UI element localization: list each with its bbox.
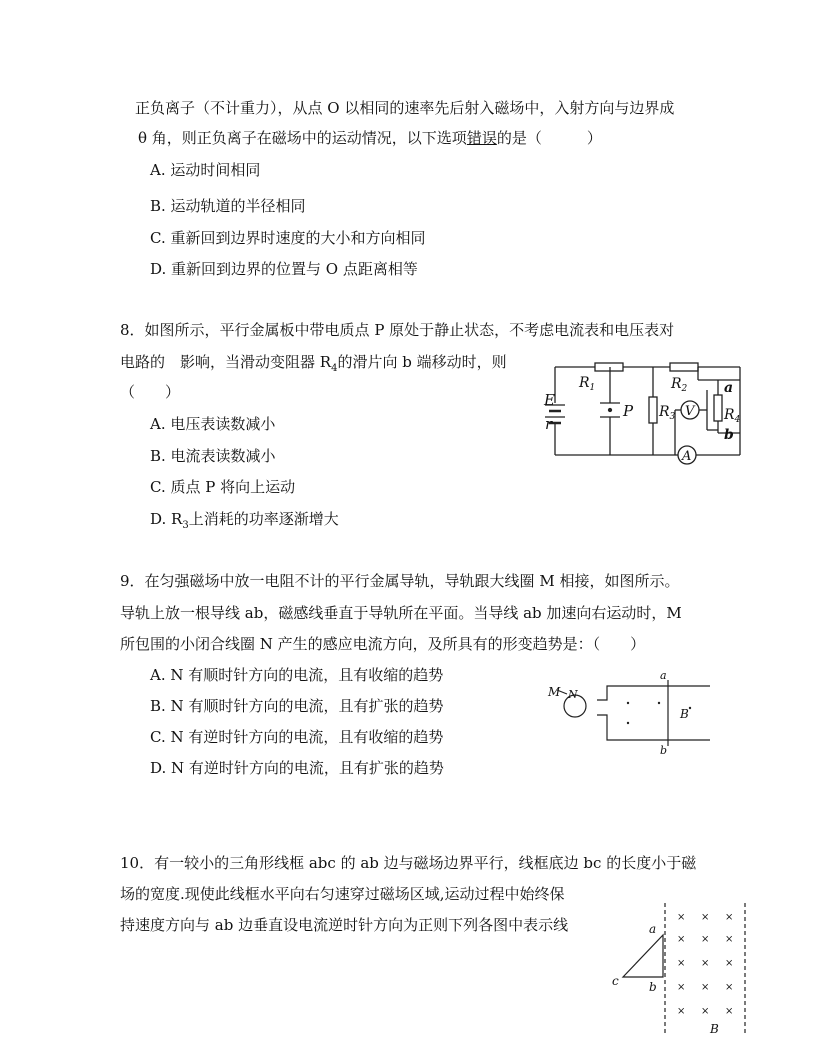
q9-label-N: N — [568, 688, 578, 701]
field-cross: × — [677, 934, 686, 945]
field-cross: × — [725, 1006, 734, 1017]
q10-line3: 持速度方向与 ab 边垂直设电流逆时针方向为正则下列各图中表示线 — [120, 916, 569, 934]
q9-line2: 导轨上放一根导线 ab，磁感线垂直于导轨所在平面。当导线 ab 加速向右运动时，M — [120, 604, 682, 622]
field-cross: × — [677, 1006, 686, 1017]
q7-option-c: C. 重新回到边界时速度的大小和方向相同 — [150, 229, 426, 247]
q8-label-R4: $R_4$ — [724, 407, 741, 425]
field-cross: × — [701, 912, 710, 923]
q8-label-r: r — [545, 415, 553, 433]
q10-label-b: b — [649, 980, 657, 994]
q10-label-B: B — [710, 1022, 719, 1036]
q9-label-b: b — [660, 744, 668, 757]
q8-line1: 8．如图所示，平行金属板中带电质点 P 原处于静止状态，不考虑电流表和电压表对 — [120, 321, 675, 339]
q8-label-E: E — [544, 391, 555, 409]
q7-line2 — [138, 128, 602, 148]
q8-label-R3: $R_3$ — [659, 404, 676, 422]
q9-label-a: a — [660, 669, 667, 682]
q10-field-diagram — [605, 895, 755, 1040]
q9-label-M: M — [548, 685, 561, 699]
q7-line2-text: θ 角，则正负离子在磁场中的运动情况，以下选项 — [138, 129, 467, 147]
q7-option-b: B. 运动轨道的半径相同 — [150, 197, 306, 215]
q8-option-d-text: D. R — [150, 510, 183, 528]
field-cross: × — [725, 934, 734, 945]
q9-option-a: A. N 有顺时针方向的电流，且有收缩的趋势 — [150, 666, 444, 684]
q8-option-c: C. 质点 P 将向上运动 — [150, 478, 296, 496]
q10-line2: 场的宽度.现使此线框水平向右匀速穿过磁场区域,运动过程中始终保 — [120, 885, 565, 903]
q8-label-R1: $R_1$ — [579, 375, 596, 393]
field-cross: × — [725, 958, 734, 969]
q10-field-crosses — [677, 912, 733, 1017]
field-cross: × — [677, 982, 686, 993]
q8-option-b: B. 电流表读数减小 — [150, 447, 276, 465]
field-cross: × — [677, 958, 686, 969]
q7-option-a: A. 运动时间相同 — [150, 161, 261, 179]
q10-line1: 10．有一较小的三角形线框 abc 的 ab 边与磁场边界平行，线框底边 bc 的长度小于磁 — [120, 854, 697, 872]
q8-label-b: b — [724, 427, 734, 443]
q8-label-R2: $R_2$ — [671, 376, 688, 394]
q8-line2-text: 电路的 影响，当滑动变阻器 R — [120, 353, 332, 371]
q8-option-d-sub: 3 — [182, 520, 189, 531]
q8-label-a: a — [724, 380, 734, 396]
q8-line3: （ ） — [120, 383, 181, 401]
q10-label-c: c — [612, 974, 619, 988]
q9-line3: 所包围的小闭合线圈 N 产生的感应电流方向，及所具有的形变趋势是：（ ） — [120, 635, 646, 653]
field-cross: × — [677, 912, 686, 923]
q7-emphasis-wrong: 错误 — [466, 129, 497, 147]
q9-option-c: C. N 有逆时针方向的电流，且有收缩的趋势 — [150, 728, 444, 746]
field-cross: × — [701, 958, 710, 969]
field-cross: × — [725, 912, 734, 923]
field-cross: × — [701, 1006, 710, 1017]
q9-option-d: D. N 有逆时针方向的电流，且有扩张的趋势 — [150, 759, 444, 777]
q8-circuit-diagram — [535, 355, 755, 470]
q8-label-P: P — [623, 402, 634, 420]
q8-line2-end: 的滑片向 b 端移动时，则 — [337, 353, 507, 371]
field-cross: × — [701, 934, 710, 945]
field-cross: × — [701, 982, 710, 993]
field-cross: × — [725, 982, 734, 993]
q9-option-b: B. N 有顺时针方向的电流，且有扩张的趋势 — [150, 697, 444, 715]
q8-option-d — [150, 509, 339, 536]
q8-line2-sub: 4 — [331, 363, 338, 374]
q8-voltmeter-V: V — [685, 404, 695, 419]
q10-label-a: a — [649, 922, 657, 936]
q7-option-d: D. 重新回到边界的位置与 O 点距离相等 — [150, 260, 418, 278]
q9-label-B: B — [680, 707, 689, 721]
q8-ammeter-A: A — [682, 449, 692, 464]
q9-rail-diagram — [545, 668, 715, 758]
q9-line1: 9．在匀强磁场中放一电阻不计的平行金属导轨，导轨跟大线圈 M 相接，如图所示。 — [120, 572, 680, 590]
q8-option-d-end: 上消耗的功率逐渐增大 — [188, 510, 339, 528]
q7-line1: 正负离子（不计重力），从点 O 以相同的速率先后射入磁场中，入射方向与边界成 — [135, 99, 675, 117]
q8-line2 — [120, 352, 507, 379]
q7-line2-end: 的是（ ） — [496, 129, 602, 147]
q8-option-a: A. 电压表读数减小 — [150, 415, 276, 433]
